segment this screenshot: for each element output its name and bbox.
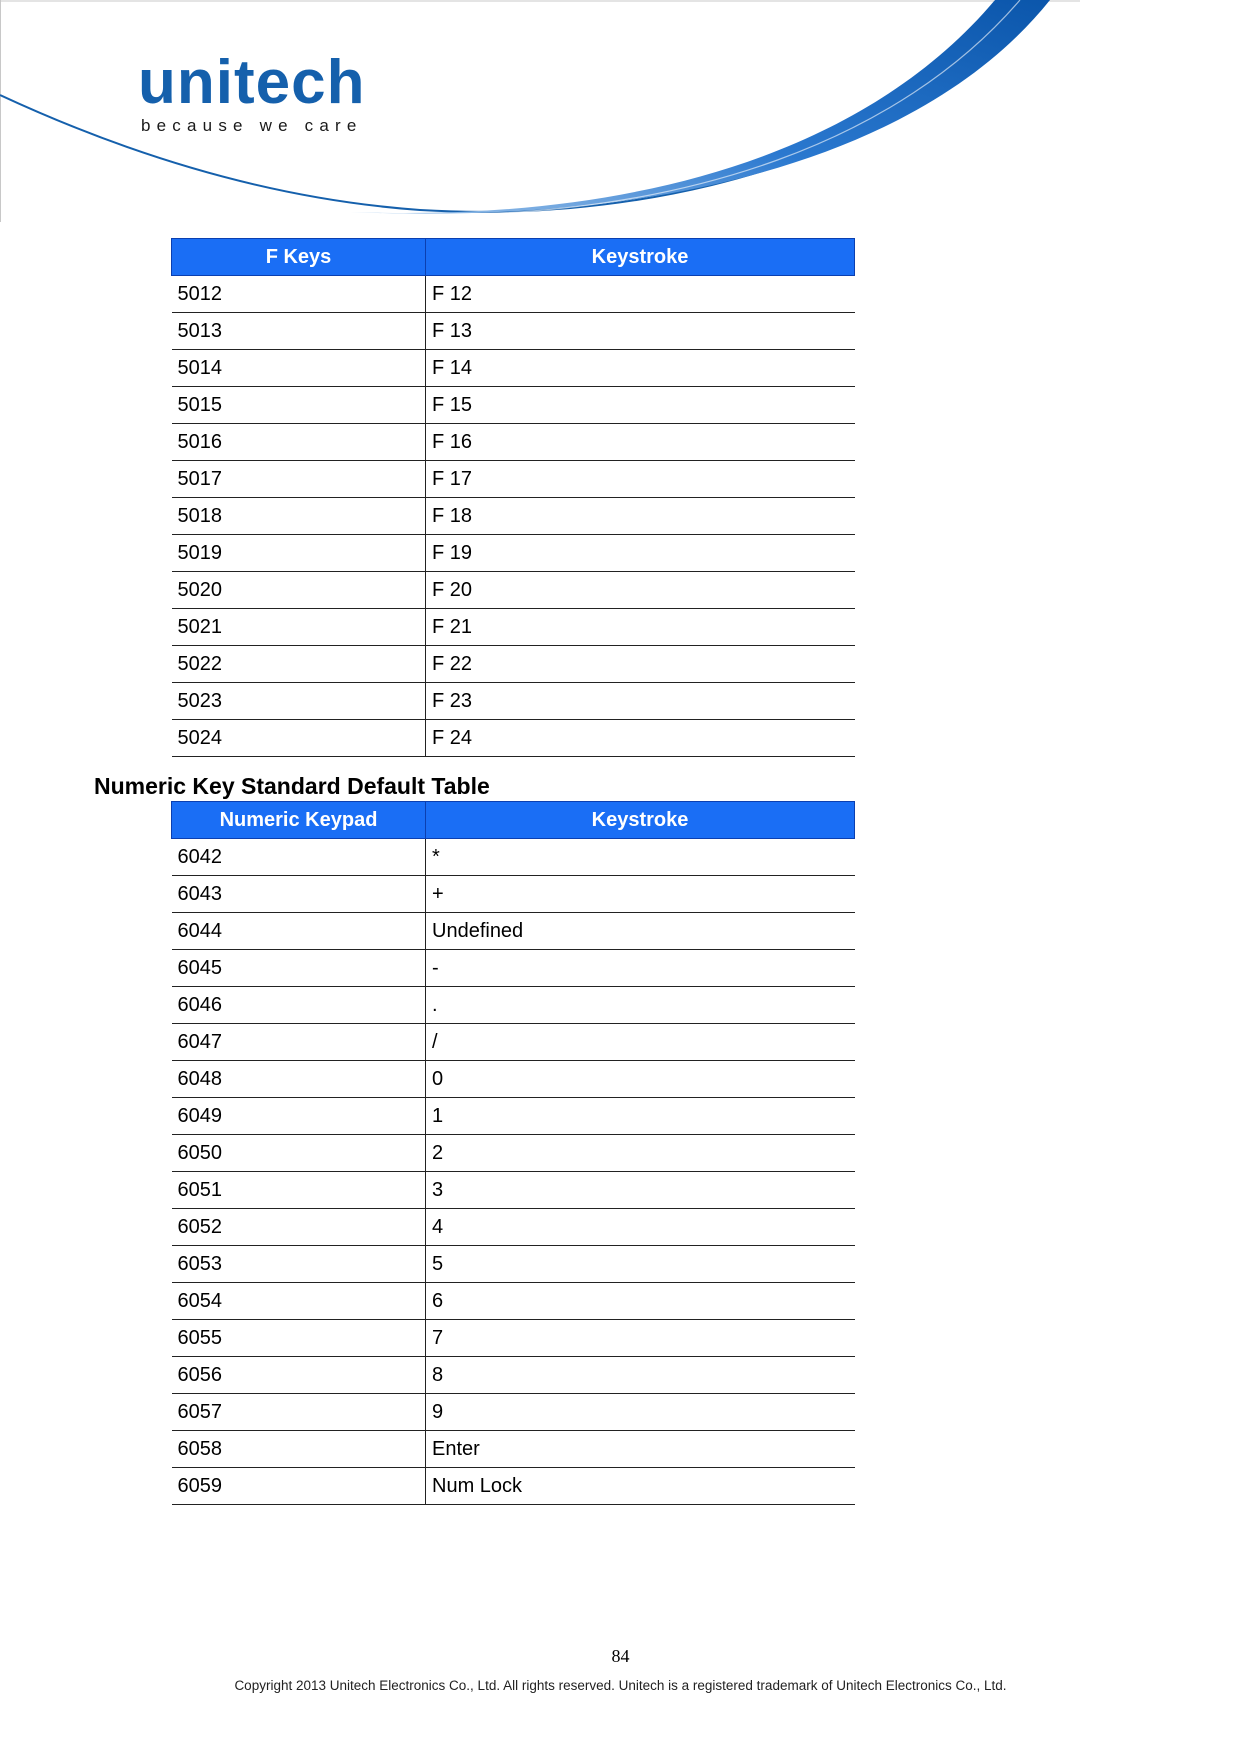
keystroke-cell: / (426, 1024, 855, 1061)
table-row (172, 535, 855, 572)
keystroke-cell: F 13 (426, 313, 855, 350)
code-cell: 6043 (172, 876, 426, 913)
table-row (172, 461, 855, 498)
column-header-keystroke: Keystroke (426, 239, 855, 276)
table-row (172, 646, 855, 683)
table-row (172, 313, 855, 350)
code-cell: 5012 (172, 276, 426, 313)
table-row (172, 424, 855, 461)
table-header-row (172, 802, 855, 839)
table-row (172, 387, 855, 424)
code-cell: 5021 (172, 609, 426, 646)
code-cell: 5023 (172, 683, 426, 720)
code-cell: 6047 (172, 1024, 426, 1061)
table-row (172, 876, 855, 913)
code-cell: 6048 (172, 1061, 426, 1098)
table-row (172, 276, 855, 313)
keystroke-cell: Undefined (426, 913, 855, 950)
column-header-keystroke: Keystroke (426, 802, 855, 839)
table-row (172, 1320, 855, 1357)
keystroke-cell: F 19 (426, 535, 855, 572)
table-row (172, 1209, 855, 1246)
keystroke-cell: 7 (426, 1320, 855, 1357)
code-cell: 6057 (172, 1394, 426, 1431)
keystroke-cell: F 20 (426, 572, 855, 609)
code-cell: 6051 (172, 1172, 426, 1209)
keystroke-cell: 0 (426, 1061, 855, 1098)
code-cell: 6053 (172, 1246, 426, 1283)
table-row (172, 572, 855, 609)
code-cell: 6045 (172, 950, 426, 987)
table-row (172, 1061, 855, 1098)
code-cell: 5018 (172, 498, 426, 535)
code-cell: 6056 (172, 1357, 426, 1394)
code-cell: 6059 (172, 1468, 426, 1505)
table-header-row (172, 239, 855, 276)
code-cell: 5014 (172, 350, 426, 387)
table-row (172, 1431, 855, 1468)
table-row (172, 950, 855, 987)
keystroke-cell: 4 (426, 1209, 855, 1246)
logo-wordmark: unitech (138, 48, 366, 117)
keystroke-cell: - (426, 950, 855, 987)
table-row (172, 987, 855, 1024)
logo-tagline: because we care (141, 116, 363, 135)
keystroke-cell: 9 (426, 1394, 855, 1431)
keystroke-cell: F 22 (426, 646, 855, 683)
code-cell: 6052 (172, 1209, 426, 1246)
code-cell: 5022 (172, 646, 426, 683)
keystroke-cell: Num Lock (426, 1468, 855, 1505)
table-row (172, 1024, 855, 1061)
keystroke-cell: 8 (426, 1357, 855, 1394)
table-row (172, 839, 855, 876)
table-row (172, 1246, 855, 1283)
table-row (172, 350, 855, 387)
table-row (172, 1135, 855, 1172)
page-number: 84 (611, 1646, 630, 1666)
code-cell: 5013 (172, 313, 426, 350)
keystroke-cell: 3 (426, 1172, 855, 1209)
numeric-key-table (171, 801, 855, 1505)
keystroke-cell: F 12 (426, 276, 855, 313)
keystroke-cell: 1 (426, 1098, 855, 1135)
code-cell: 5020 (172, 572, 426, 609)
code-cell: 5019 (172, 535, 426, 572)
keystroke-cell: . (426, 987, 855, 1024)
code-cell: 5017 (172, 461, 426, 498)
code-cell: 6050 (172, 1135, 426, 1172)
table-row (172, 1283, 855, 1320)
table-row (172, 1394, 855, 1431)
unitech-logo (138, 48, 366, 136)
section-title: Numeric Key Standard Default Table (94, 773, 490, 799)
keystroke-cell: F 16 (426, 424, 855, 461)
column-header-numeric-keypad: Numeric Keypad (172, 802, 426, 839)
code-cell: 6055 (172, 1320, 426, 1357)
table-row (172, 1468, 855, 1505)
keystroke-cell: F 24 (426, 720, 855, 757)
code-cell: 6058 (172, 1431, 426, 1468)
keystroke-cell: F 17 (426, 461, 855, 498)
table-row (172, 609, 855, 646)
code-cell: 5016 (172, 424, 426, 461)
table-row (172, 498, 855, 535)
column-header-f-keys: F Keys (172, 239, 426, 276)
keystroke-cell: 2 (426, 1135, 855, 1172)
keystroke-cell: F 18 (426, 498, 855, 535)
keystroke-cell: F 21 (426, 609, 855, 646)
table-row (172, 1172, 855, 1209)
code-cell: 6054 (172, 1283, 426, 1320)
keystroke-cell: 6 (426, 1283, 855, 1320)
table-row (172, 913, 855, 950)
code-cell: 5015 (172, 387, 426, 424)
table-row (172, 1098, 855, 1135)
copyright-notice: Copyright 2013 Unitech Electronics Co., Ltd. All rights reserved. Unitech is a registered trademark of Unitech Electronics Co., Ltd. (234, 1678, 1007, 1693)
keystroke-cell: F 15 (426, 387, 855, 424)
table-row (172, 683, 855, 720)
keystroke-cell: + (426, 876, 855, 913)
keystroke-cell: Enter (426, 1431, 855, 1468)
table-row (172, 720, 855, 757)
code-cell: 6044 (172, 913, 426, 950)
keystroke-cell: F 23 (426, 683, 855, 720)
code-cell: 6046 (172, 987, 426, 1024)
code-cell: 6049 (172, 1098, 426, 1135)
code-cell: 5024 (172, 720, 426, 757)
keystroke-cell: * (426, 839, 855, 876)
code-cell: 6042 (172, 839, 426, 876)
keystroke-cell: 5 (426, 1246, 855, 1283)
table-row (172, 1357, 855, 1394)
f-keys-table (171, 238, 855, 757)
keystroke-cell: F 14 (426, 350, 855, 387)
